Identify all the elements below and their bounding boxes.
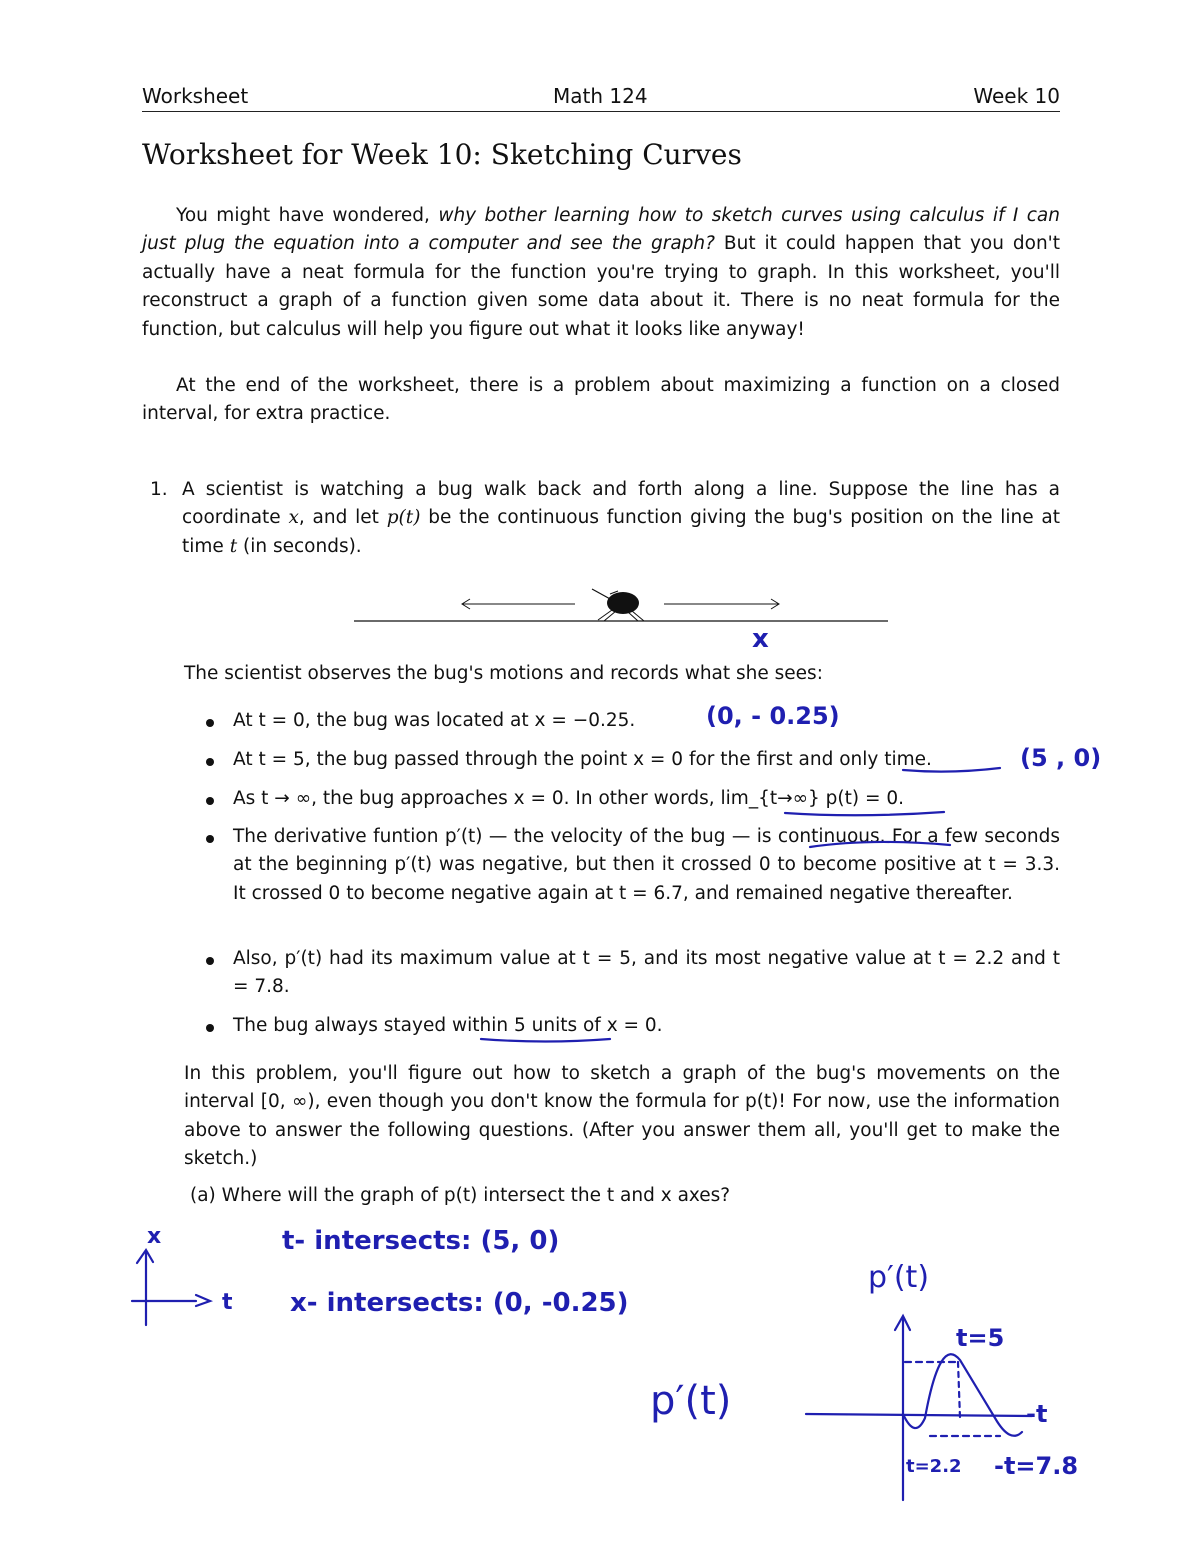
- handwritten-t-intersects: t- intersects: (5, 0): [282, 1226, 560, 1256]
- list-item: At t = 5, the bug passed through the point x = 0 for the first and only time.: [206, 746, 1060, 774]
- handwritten-t5: t=5: [956, 1324, 1005, 1352]
- handwritten-pprime-large: p′(t): [650, 1378, 732, 1424]
- list-item: Also, p′(t) had its maximum value at t = 5, and its most negative value at t = 2.2 and t = 7.8.: [206, 945, 1060, 1002]
- pprime-curve: [903, 1354, 1022, 1436]
- underline-within: [481, 1039, 610, 1042]
- handwritten-x-intersects: x- intersects: (0, -0.25): [290, 1288, 629, 1318]
- handwritten-point-0: (0, - 0.25): [706, 702, 840, 730]
- intro-lead: You might have wondered,: [176, 205, 439, 226]
- list-item: The derivative funtion p′(t) — the velocity of the bug — is continuous. For a few seconds at the beginning p′(t) was negative, but then it crossed 0 to become positive at t = 3.3. It crossed 0 to become negative again at t = 6.7, and remained negative thereafter.: [206, 823, 1060, 908]
- problem-statement: A scientist is watching a bug walk back and forth along a line. Suppose the line has a coordinate x, and let p(t) be the continuous function giving the bug's position on the line at time t (in seconds).: [182, 479, 1060, 557]
- list-item: The bug always stayed within 5 units of x = 0.: [206, 1012, 1060, 1040]
- handwritten-t-axis-label: -t: [1026, 1400, 1048, 1428]
- handwritten-axis-t: t: [222, 1290, 233, 1315]
- handwritten-point-5: (5 , 0): [1020, 744, 1102, 772]
- header-right: Week 10: [973, 84, 1060, 108]
- page-title: Worksheet for Week 10: Sketching Curves: [142, 138, 742, 171]
- handwritten-axis-x: x: [147, 1224, 162, 1249]
- underline-limit: [785, 812, 944, 815]
- list-item: As t → ∞, the bug approaches x = 0. In other words, lim_{t→∞} p(t) = 0.: [206, 785, 1060, 813]
- handwritten-t22: t=2.2: [906, 1456, 962, 1477]
- intro-question: why bother learning how to sketch curves using calculus if I can just plug the equation into a computer and see the graph?: [142, 205, 1060, 255]
- pprime-horizontal-axis: [806, 1414, 1032, 1416]
- header-left: Worksheet: [142, 84, 249, 108]
- intro-rest: But it could happen that you don't actually have a neat formula for the function you're trying to graph. In this worksheet, you'll reconstruct a graph of a function given some data about it. There is no neat formula for the function, but calculus will help you figure out what it looks like anyway!: [142, 233, 1061, 340]
- handwritten-line-label: x: [752, 624, 769, 654]
- underline-continuous: [810, 842, 950, 847]
- part-a-question: (a) Where will the graph of p(t) intersect the t and x axes?: [190, 1185, 731, 1206]
- handwritten-t78: -t=7.8: [994, 1452, 1079, 1480]
- problem-instructions: In this problem, you'll figure out how to sketch a graph of the bug's movements on the interval [0, ∞), even though you don't know the formula for p(t)! For now, use the information above to answer the following questions. (After you answer them all, you'll get to make the sketch.): [184, 1063, 1060, 1170]
- handwritten-pprime-small: p′(t): [868, 1260, 930, 1295]
- header-center: Math 124: [553, 84, 648, 108]
- observations-intro: The scientist observes the bug's motions and records what she sees:: [184, 663, 823, 684]
- extra-text: At the end of the worksheet, there is a problem about maximizing a function on a closed interval, for extra practice.: [142, 375, 1060, 425]
- list-item: At t = 0, the bug was located at x = −0.25.: [206, 707, 1060, 735]
- underline-only-time: [903, 768, 1000, 772]
- problem-number: 1.: [150, 479, 168, 500]
